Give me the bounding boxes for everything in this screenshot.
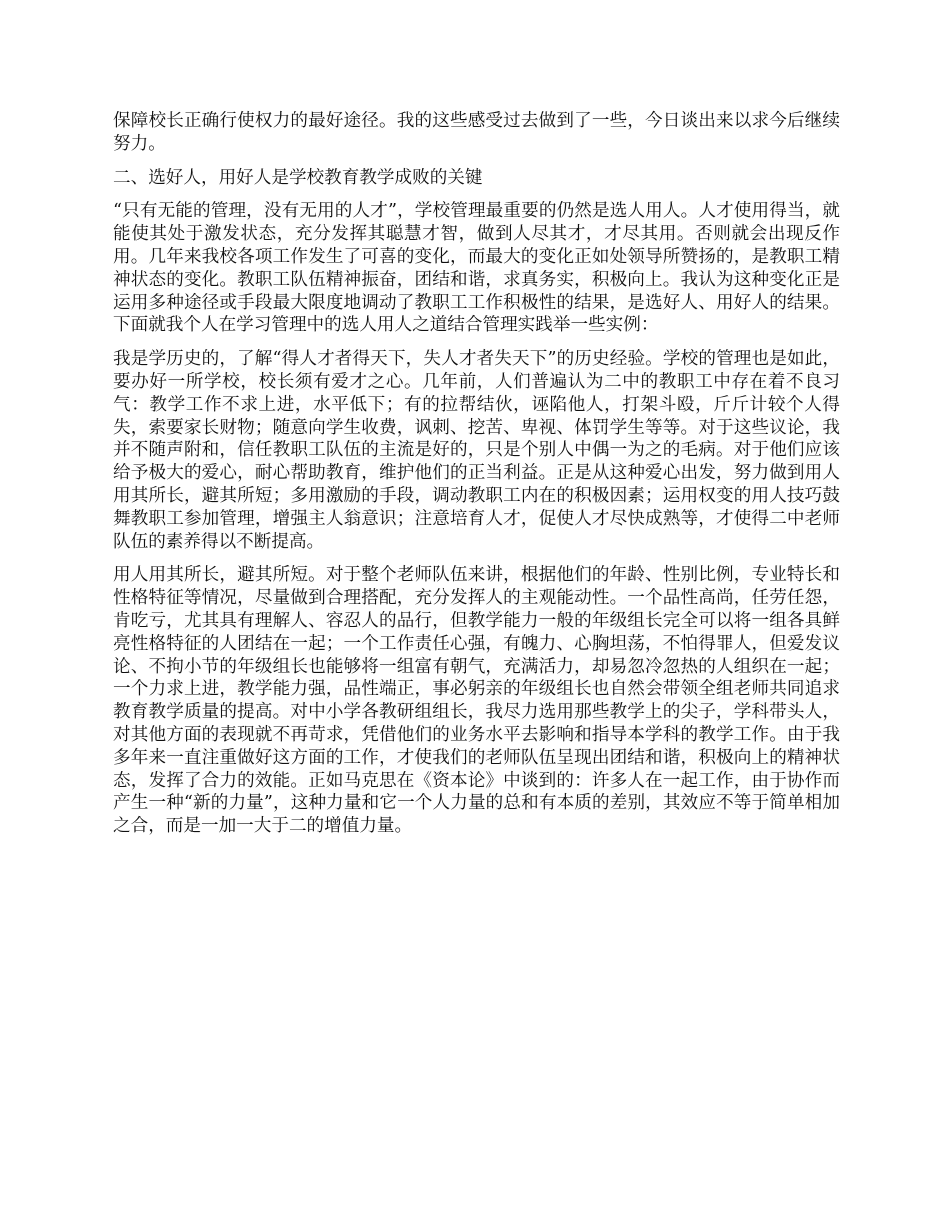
paragraph-intro-closing: 保障校长正确行使权力的最好途径。我的这些感受过去做到了一些，今日谈出来以求今后继续努力。 — [113, 111, 840, 154]
paragraph-history-experience: 我是学历史的，了解“得人才者得天下，失人才者失天下”的历史经验。学校的管理也是如此，要办好一所学校，校长须有爱才之心。几年前，人们普遍认为二中的教职工中存在着不良习气：教学工作不求上进，水平低下；有的拉帮结伙，诬陷他人，打架斗殴，斤斤计较个人得失，索要家长财物；随意向学生收费，讽刺、挖苦、卑视、体罚学生等等。对于这些议论，我并不随声附和，信任教职工队伍的主流是好的，只是个别人中偶一为之的毛病。对于他们应该给予极大的爱心，耐心帮助教育，维护他们的正当利益。正是从这种爱心出发，努力做到用人用其所长，避其所短；多用激励的手段，调动教职工内在的积极因素；运用权变的用人技巧鼓舞教职工参加管理，增强主人翁意识；注意培育人才，促使人才尽快成熟等，才使得二中老师队伍的素养得以不断提高。 — [113, 349, 840, 552]
section-heading: 二、选好人，用好人是学校教育教学成败的关键 — [113, 167, 483, 188]
paragraph-selecting-people: “只有无能的管理，没有无用的人才”，学校管理最重要的仍然是选人用人。人才使用得当，就能使其处于激发状态，充分发挥其聪慧才智，做到人尽其才，才尽其用。否则就会出现反作用。几年来我校各项工作发生了可喜的变化，而最大的变化正如处领导所赞扬的，是教职工精神状态的变化。教职工队伍精神振奋，团结和谐，求真务实，积极向上。我认为这种变化正是运用多种途径或手段最大限度地调动了教职工工作积极性的结果，是选好人、用好人的结果。下面就我个人在学习管理中的选人用人之道结合管理实践举一些实例： — [113, 201, 840, 336]
paragraph-use-strengths: 用人用其所长，避其所短。对于整个老师队伍来讲，根据他们的年龄、性别比例，专业特长和性格特征等情况，尽量做到合理搭配，充分发挥人的主观能动性。一个品性高尚，任劳任怨，肯吃亏，尤其具有理解人、容忍人的品行，但教学能力一般的年级组长完全可以将一组各具鲜亮性格特征的人团结在一起；一个工作责任心强，有魄力、心胸坦荡，不怕得罪人，但爱发议论、不拘小节的年级组长也能够将一组富有朝气，充满活力，却易忽冷忽热的人组织在一起；一个力求上进，教学能力强，品性端正，事必躬亲的年级组长也自然会带领全组老师共同追求教育教学质量的提高。对中小学各教研组组长，我尽力选用那些教学上的尖子，学科带头人，对其他方面的表现就不再苛求，凭借他们的业务水平去影响和指导本学科的教学工作。由于我多年来一直注重做好这方面的工作，才使我们的老师队伍呈现出团结和谐，积极向上的精神状态，发挥了合力的效能。正如马克思在《资本论》中谈到的：许多人在一起工作，由于协作而产生一种“新的力量”，这种力量和它一个人力量的总和有本质的差别，其效应不等于简单相加之合，而是一加一大于二的增值力量。 — [113, 565, 840, 837]
document-page — [113, 110, 840, 849]
